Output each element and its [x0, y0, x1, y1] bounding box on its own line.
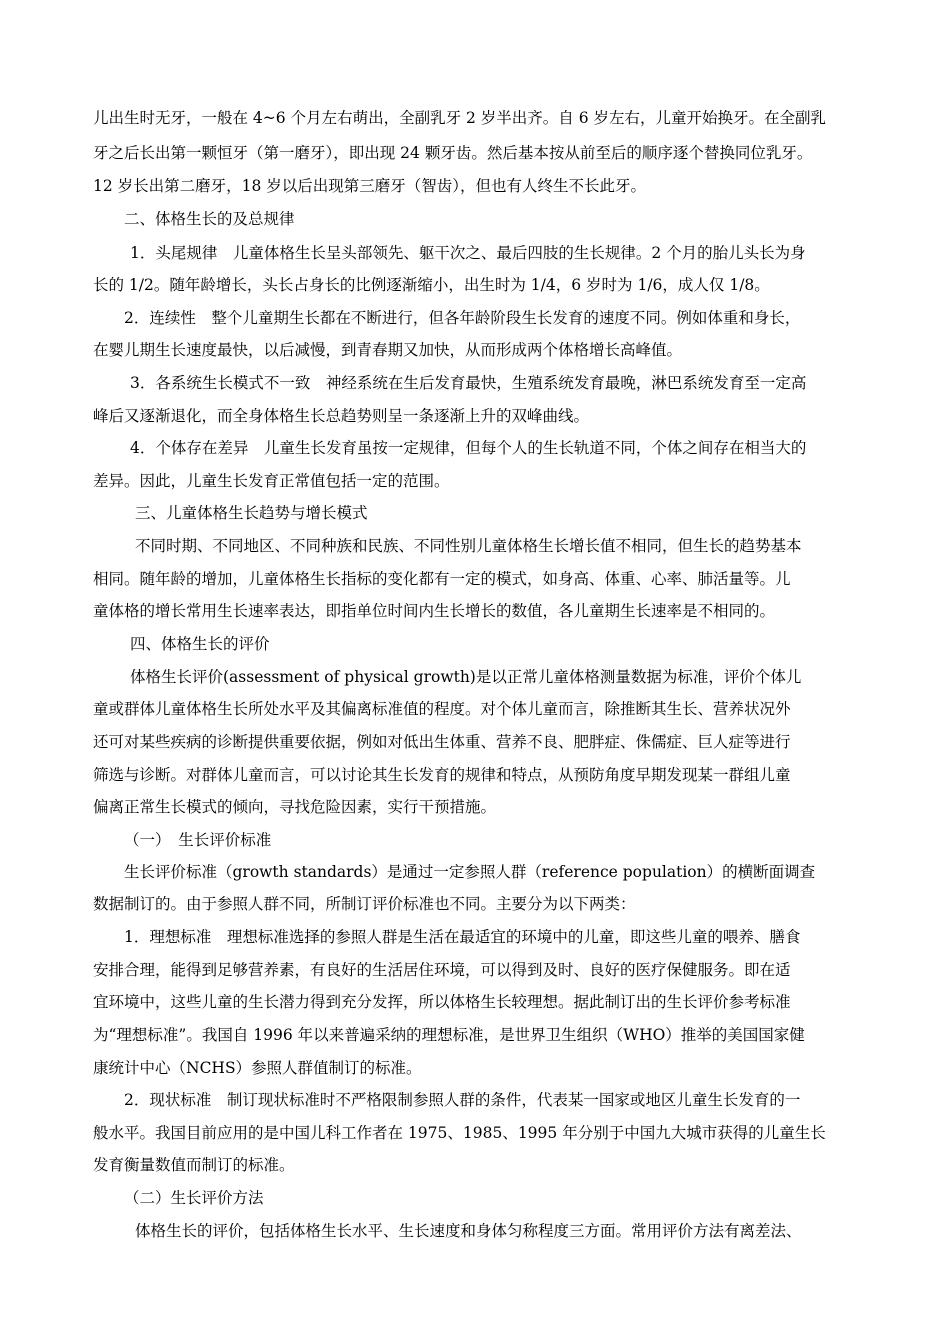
text-line: 2．现状标准 制订现状标准时不严格限制参照人群的条件，代表某一国家或地区儿童生长发育的一 — [124, 1091, 801, 1109]
text-line: 3．各系统生长模式不一致 神经系统在生后发育最快，生殖系统发育最晚，淋巴系统发育至一定高 — [130, 374, 807, 392]
section-heading: 三、儿童体格生长趋势与增长模式 — [135, 504, 368, 522]
text-line: 牙之后长出第一颗恒牙（第一磨牙），即出现 24 颗牙齿。然后基本按从前至后的顺序逐个替换同位乳牙。 — [93, 144, 813, 162]
text-line: 体格生长评价(assessment of physical growth)是以正常儿童体格测量数据为标准，评价个体儿 — [130, 668, 802, 686]
text-line: 宜环境中，这些儿童的生长潜力得到充分发挥，所以体格生长较理想。据此制订出的生长评价参考标准 — [93, 993, 791, 1011]
text-line: 在婴儿期生长速度最快，以后减慢，到青春期又加快，从而形成两个体格增长高峰值。 — [93, 341, 683, 359]
text-line: 筛选与诊断。对群体儿童而言，可以讨论其生长发育的规律和特点，从预防角度早期发现某一群组儿童 — [93, 766, 791, 784]
text-line: 童体格的增长常用生长速率表达，即指单位时间内生长增长的数值，各儿童期生长速率是不相同的。 — [93, 602, 776, 620]
section-heading: 二、体格生长的及总规律 — [124, 210, 295, 228]
text-line: 相同。随年龄的增加，儿童体格生长指标的变化都有一定的模式，如身高、体重、心率、肺活量等。儿 — [93, 570, 791, 588]
text-line: 峰后又逐渐退化，而全身体格生长总趋势则呈一条逐渐上升的双峰曲线。 — [93, 407, 590, 425]
text-line: 童或群体儿童体格生长所处水平及其偏离标准值的程度。对个体儿童而言，除推断其生长、营养状况外 — [93, 700, 791, 718]
text-line: 还可对某些疾病的诊断提供重要依据，例如对低出生体重、营养不良、肥胖症、侏儒症、巨人症等进行 — [93, 733, 791, 751]
text-line: 发育衡量数值而制订的标准。 — [93, 1156, 295, 1174]
text-line: 安排合理，能得到足够营养素，有良好的生活居住环境，可以得到及时、良好的医疗保健服务。即在适 — [93, 961, 791, 979]
text-line: 为“理想标准”。我国自 1996 年以来普遍采纳的理想标准，是世界卫生组织（WHO）推举的美国国家健 — [93, 1026, 805, 1044]
text-line: 生长评价标准（growth standards）是通过一定参照人群（reference population）的横断面调查 — [124, 863, 816, 881]
text-line: 康统计中心（NCHS）参照人群值制订的标准。 — [93, 1059, 422, 1077]
text-line: 1．理想标准 理想标准选择的参照人群是生活在最适宜的环境中的儿童，即这些儿童的喂养、膳食 — [124, 928, 801, 946]
text-line: 差异。因此，儿童生长发育正常值包括一定的范围。 — [93, 472, 450, 490]
text-line: 4．个体存在差异 儿童生长发育虽按一定规律，但每个人的生长轨道不同，个体之间存在相当大的 — [130, 439, 807, 457]
text-line: 长的 1/2。随年龄增长，头长占身长的比例逐渐缩小，出生时为 1/4，6 岁时为 1/6，成人仅 1/8。 — [93, 276, 770, 294]
text-line: 不同时期、不同地区、不同种族和民族、不同性别儿童体格生长增长值不相同，但生长的趋势基本 — [135, 537, 802, 555]
text-line: 般水平。我国目前应用的是中国儿科工作者在 1975、1985、1995 年分别于中国九大城市获得的儿童生长 — [93, 1124, 826, 1142]
text-line: 偏离正常生长模式的倾向，寻找危险因素，实行干预措施。 — [93, 798, 497, 816]
subsection-heading: （一） 生长评价标准 — [124, 831, 272, 849]
text-line: 2．连续性 整个儿童期生长都在不断进行，但各年龄阶段生长发育的速度不同。例如体重和身长， — [124, 309, 801, 327]
text-line: 儿出生时无牙，一般在 4~6 个月左右萌出，全副乳牙 2 岁半出齐。自 6 岁左右，儿童开始换牙。在全副乳 — [93, 109, 826, 127]
subsection-heading: （二）生长评价方法 — [124, 1189, 264, 1207]
text-line: 1．头尾规律 儿童体格生长呈头部领先、躯干次之、最后四肢的生长规律。2 个月的胎儿头长为身 — [130, 244, 806, 262]
text-line: 12 岁长出第二磨牙，18 岁以后出现第三磨牙（智齿），但也有人终生不长此牙。 — [93, 177, 647, 195]
section-heading: 四、体格生长的评价 — [130, 635, 270, 653]
text-line: 体格生长的评价，包括体格生长水平、生长速度和身体匀称程度三方面。常用评价方法有离差法、 — [135, 1222, 802, 1240]
text-line: 数据制订的。由于参照人群不同，所制订评价标准也不同。主要分为以下两类： — [93, 895, 636, 913]
